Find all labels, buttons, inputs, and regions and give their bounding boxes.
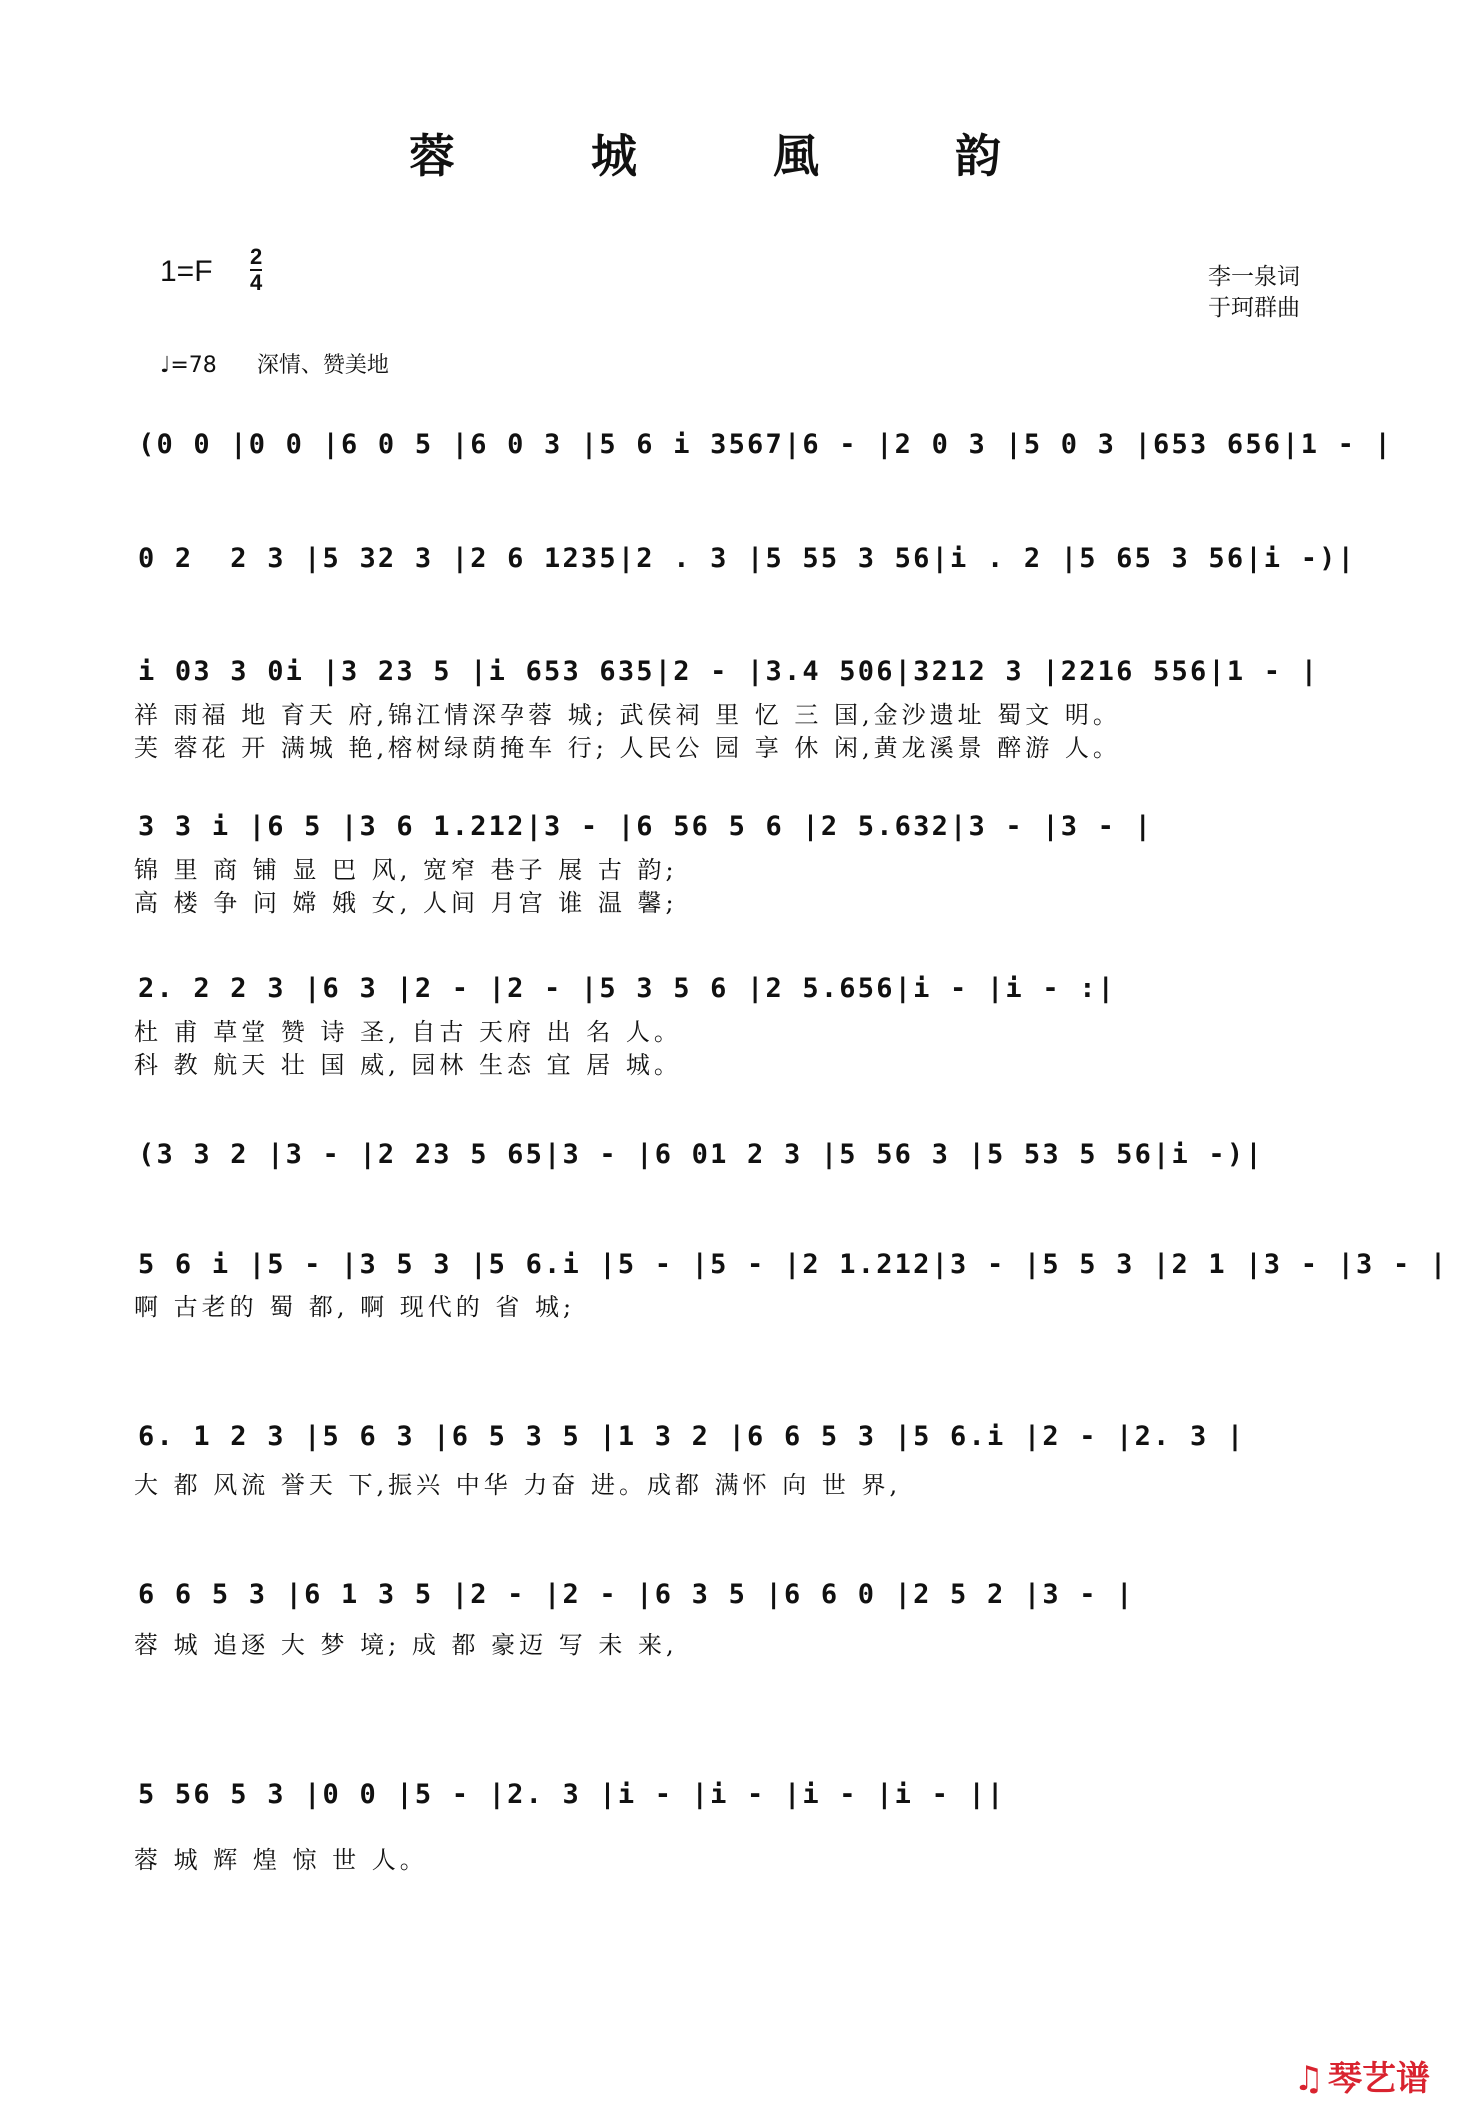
score-row: 3 3 i |6 5 |3 6 1.212|3 - |6 56 5 6 |2 5.632|3 - |3 - | — [138, 811, 1154, 842]
time-signature — [250, 245, 262, 295]
composer: 于珂群曲 — [1208, 295, 1300, 321]
expression-text: 深情、赞美地 — [256, 353, 389, 378]
lyric-line: 祥 雨福 地 育天 府,锦江情深孕蓉 城; 武侯祠 里 忆 三 国,金沙遗址 蜀文 明。 — [134, 701, 1121, 729]
score-row: 6 6 5 3 |6 1 3 5 |2 - |2 - |6 3 5 |6 6 0 |2 5 2 |3 - | — [138, 1579, 1135, 1610]
score-row: (0 0 |0 0 |6 0 5 |6 0 3 |5 6 i 3567|6 - |2 0 3 |5 0 3 |653 656|1 - | — [138, 429, 1393, 460]
score-row: 6. 1 2 3 |5 6 3 |6 5 3 5 |1 3 2 |6 6 5 3 |5 6.i |2 - |2. 3 | — [138, 1421, 1246, 1452]
score-title: 蓉 城 風 韵 — [408, 129, 1062, 183]
lyric-line: 蓉 城 辉 煌 惊 世 人。 — [134, 1846, 428, 1874]
tempo-marking — [160, 348, 389, 379]
time-signature-top: 2 — [250, 244, 263, 269]
credits — [1208, 262, 1300, 324]
score-row: 2. 2 2 3 |6 3 |2 - |2 - |5 3 5 6 |2 5.656|i - |i - :| — [138, 973, 1117, 1004]
score-row: 0 2 2 3 |5 32 3 |2 6 1235|2 . 3 |5 55 3 56|i . 2 |5 65 3 56|i -)| — [138, 543, 1357, 574]
lyric-line: 芙 蓉花 开 满城 艳,榕树绿荫掩车 行; 人民公 园 享 休 闲,黄龙溪景 醉游 人。 — [134, 734, 1121, 762]
score-row: 5 6 i |5 - |3 5 3 |5 6.i |5 - |5 - |2 1.212|3 - |5 5 3 |2 1 |3 - |3 - | — [138, 1249, 1449, 1280]
lyricist: 李一泉词 — [1208, 264, 1300, 290]
tempo-value: ♩=78 — [160, 353, 217, 378]
music-note-icon: ♫ — [1293, 2059, 1324, 2099]
lyric-line: 大 都 风流 誉天 下,振兴 中华 力奋 进。成都 满怀 向 世 界, — [134, 1471, 902, 1499]
lyric-line: 锦 里 商 铺 显 巴 风, 宽窄 巷子 展 古 韵; — [134, 856, 678, 884]
key-signature: 1=F — [160, 255, 213, 288]
lyric-line: 蓉 城 追逐 大 梦 境; 成 都 豪迈 写 未 来, — [134, 1631, 678, 1659]
lyric-line: 杜 甫 草堂 赞 诗 圣, 自古 天府 出 名 人。 — [134, 1018, 682, 1046]
score-row: 5 56 5 3 |0 0 |5 - |2. 3 |i - |i - |i - |i - || — [138, 1779, 1006, 1810]
time-signature-bottom: 4 — [250, 270, 263, 295]
lyric-line: 啊 古老的 蜀 都, 啊 现代的 省 城; — [134, 1293, 576, 1321]
lyric-line: 高 楼 争 问 嫦 娥 女, 人间 月宫 谁 温 馨; — [134, 889, 678, 917]
score-row: i 03 3 0i |3 23 5 |i 653 635|2 - |3.4 506|3212 3 |2216 556|1 - | — [138, 656, 1320, 687]
watermark-logo — [1294, 2051, 1430, 2100]
lyric-line: 科 教 航天 壮 国 威, 园林 生态 宜 居 城。 — [134, 1051, 682, 1079]
score-row: (3 3 2 |3 - |2 23 5 65|3 - |6 01 2 3 |5 56 3 |5 53 5 56|i -)| — [138, 1139, 1264, 1170]
watermark-text: 琴艺谱 — [1328, 2059, 1430, 2099]
